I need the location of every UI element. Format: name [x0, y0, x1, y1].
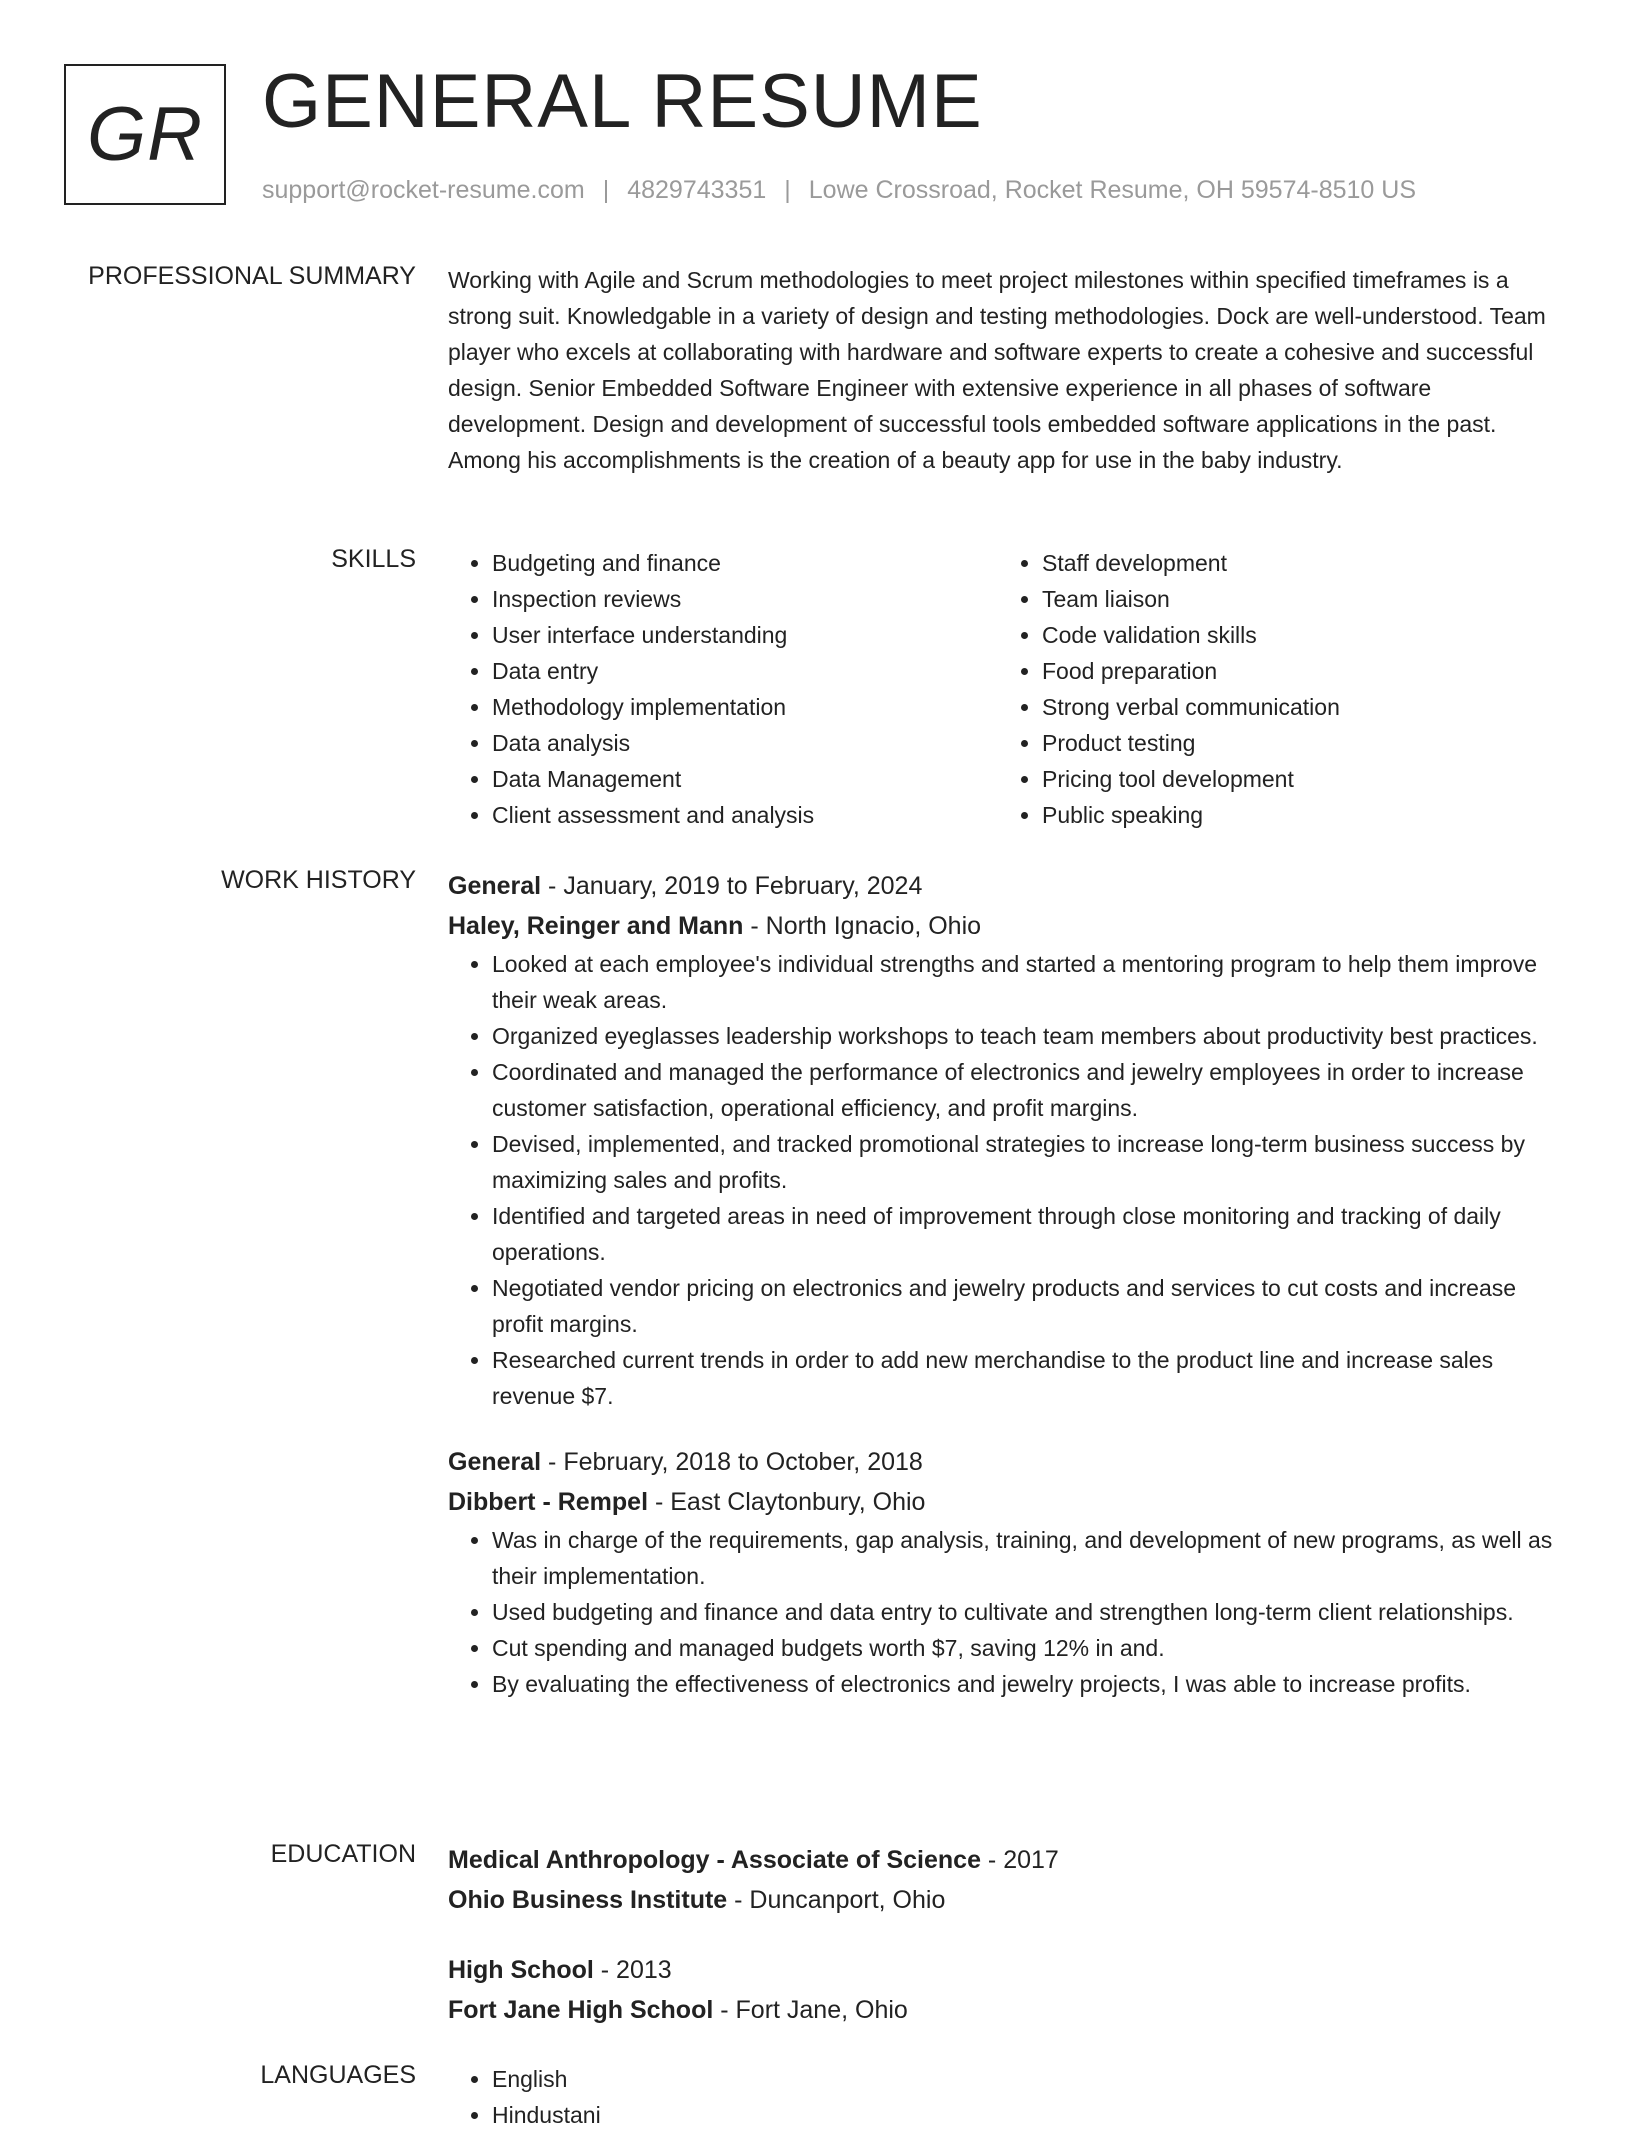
job-dates: - February, 2018 to October, 2018 — [541, 1448, 923, 1476]
contact-line — [262, 176, 1416, 205]
education-year: - 2017 — [980, 1846, 1059, 1874]
skill-item: • Data analysis — [492, 725, 998, 761]
job-company: Haley, Reinger and Mann — [448, 912, 744, 940]
skills-column-left — [448, 545, 998, 833]
education-location: - Duncanport, Ohio — [727, 1886, 946, 1914]
job-entry — [448, 1442, 1568, 1702]
skill-item: • User interface understanding — [492, 617, 998, 653]
job-bullet-list — [448, 946, 1568, 1414]
job-entry — [448, 866, 1568, 1414]
job-title-line — [448, 866, 1568, 906]
language-item: • Hindustani — [492, 2097, 1568, 2133]
skill-item: • Data Management — [492, 761, 998, 797]
job-title: General — [448, 1448, 542, 1476]
skills-list-right — [998, 545, 1548, 833]
skill-item: • Public speaking — [1042, 797, 1548, 833]
summary-text: Working with Agile and Scrum methodologies to meet project milestones within specified timeframes is a strong suit. Knowledgable in a variety of design and testing methodologies. Dock are well-understood. Team player who excels at collaborating with hardware and software experts to create a cohesive and successful design. Senior Embedded Software Engineer with extensive experience in all phases of software development. Design and development of successful tools embedded software applications in the past. Among his accomplishments is the creation of a beauty app for use in the baby industry. — [448, 267, 1546, 473]
languages-list — [448, 2061, 1568, 2133]
skill-item: • Strong verbal communication — [1042, 689, 1548, 725]
education-degree: High School — [448, 1956, 594, 1984]
skill-item: • Budgeting and finance — [492, 545, 998, 581]
job-company-line — [448, 1482, 1568, 1522]
job-bullet: • Cut spending and managed budgets worth $7, saving 12% in and. — [492, 1630, 1568, 1666]
education-year: - 2013 — [593, 1956, 672, 1984]
job-bullet-list — [448, 1522, 1568, 1702]
education-entry — [448, 1840, 1568, 1920]
monogram-box: GR — [64, 64, 226, 205]
education-location: - Fort Jane, Ohio — [713, 1996, 908, 2024]
job-location: - East Claytonbury, Ohio — [648, 1488, 926, 1516]
education-entry — [448, 1950, 1568, 2030]
education-school-line — [448, 1880, 1568, 1920]
skills-list-left — [448, 545, 998, 833]
education-degree-line — [448, 1950, 1568, 1990]
contact-phone[interactable]: 4829743351 — [627, 176, 767, 204]
skill-item: • Food preparation — [1042, 653, 1548, 689]
skill-item: • Product testing — [1042, 725, 1548, 761]
section-label-skills: SKILLS — [331, 545, 416, 573]
skill-item: • Pricing tool development — [1042, 761, 1548, 797]
section-label-summary: PROFESSIONAL SUMMARY — [88, 262, 416, 290]
contact-address: Lowe Crossroad, Rocket Resume, OH 59574-8510 US — [808, 176, 1417, 204]
skill-item: • Team liaison — [1042, 581, 1548, 617]
language-item: • English — [492, 2061, 1568, 2097]
job-bullet: • Organized eyeglasses leadership workshops to teach team members about productivity best practices. — [492, 1018, 1568, 1054]
skill-item: • Inspection reviews — [492, 581, 998, 617]
contact-separator: | — [602, 176, 610, 204]
job-bullet: • By evaluating the effectiveness of electronics and jewelry projects, I was able to increase profits. — [492, 1666, 1568, 1702]
skills-column-right — [998, 545, 1548, 833]
contact-separator: | — [784, 176, 791, 204]
skills-body — [448, 545, 1568, 833]
work-history-body — [448, 866, 1568, 1702]
job-company: Dibbert - Rempel — [448, 1488, 649, 1516]
skill-item: • Data entry — [492, 653, 998, 689]
resume-header — [64, 59, 1564, 214]
section-label-languages: LANGUAGES — [260, 2061, 416, 2089]
languages-body — [448, 2061, 1568, 2133]
education-degree: Medical Anthropology - Associate of Science — [448, 1846, 981, 1874]
section-label-education: EDUCATION — [270, 1840, 416, 1868]
job-bullet: • Devised, implemented, and tracked promotional strategies to increase long-term business success by maximizing sales and profits. — [492, 1126, 1568, 1198]
job-bullet: • Negotiated vendor pricing on electronics and jewelry products and services to cut costs and increase profit margins. — [492, 1270, 1568, 1342]
job-bullet: • Looked at each employee's individual strengths and started a mentoring program to help them improve their weak areas. — [492, 946, 1568, 1018]
skill-item: • Code validation skills — [1042, 617, 1548, 653]
education-body — [448, 1840, 1568, 2030]
job-bullet: • Used budgeting and finance and data entry to cultivate and strengthen long-term client relationships. — [492, 1594, 1568, 1630]
section-label-work-history: WORK HISTORY — [221, 866, 416, 894]
education-school: Fort Jane High School — [448, 1996, 714, 2024]
skills-grid — [448, 545, 1568, 833]
education-degree-line — [448, 1840, 1568, 1880]
skill-item: • Client assessment and analysis — [492, 797, 998, 833]
job-bullet: • Researched current trends in order to add new merchandise to the product line and increase sales revenue $7. — [492, 1342, 1568, 1414]
job-title-line — [448, 1442, 1568, 1482]
job-bullet: • Was in charge of the requirements, gap analysis, training, and development of new programs, as well as their implementation. — [492, 1522, 1568, 1594]
job-title: General — [448, 872, 542, 900]
resume-name: GENERAL RESUME — [262, 59, 983, 144]
job-dates: - January, 2019 to February, 2024 — [541, 872, 923, 900]
job-location: - North Ignacio, Ohio — [743, 912, 982, 940]
education-school: Ohio Business Institute — [448, 1886, 728, 1914]
summary-body — [448, 262, 1568, 478]
skill-item: • Methodology implementation — [492, 689, 998, 725]
education-school-line — [448, 1990, 1568, 2030]
contact-email[interactable]: support@rocket-resume.com — [262, 176, 585, 204]
job-bullet: • Coordinated and managed the performance of electronics and jewelry employees in order to increase customer satisfaction, operational efficiency, and profit margins. — [492, 1054, 1568, 1126]
job-bullet: • Identified and targeted areas in need of improvement through close monitoring and tracking of daily operations. — [492, 1198, 1568, 1270]
skill-item: • Staff development — [1042, 545, 1548, 581]
job-company-line — [448, 906, 1568, 946]
